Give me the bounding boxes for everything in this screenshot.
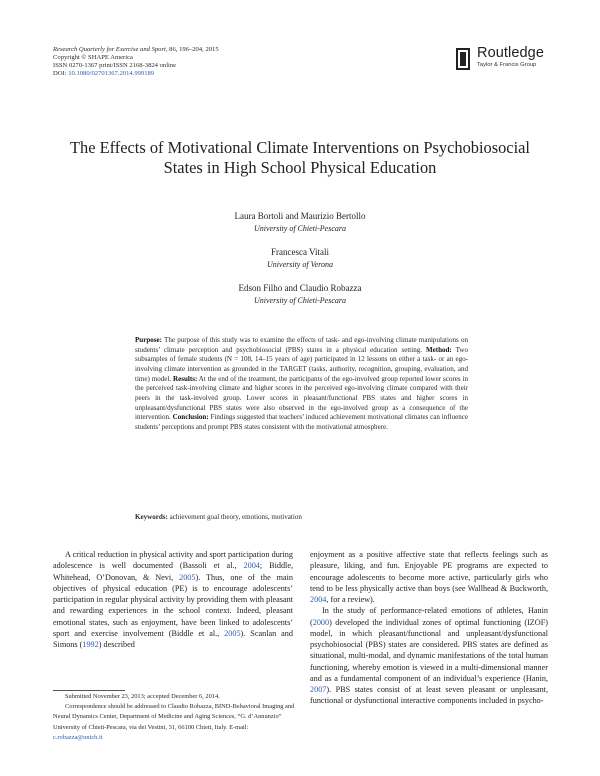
affiliation-3: University of Chieti-Pescara [254,296,346,305]
body-paragraph [310,549,548,605]
journal-citation [53,46,219,54]
affiliation-2: University of Verona [267,260,333,269]
journal-name: Research Quarterly for Exercise and Sport [53,46,166,53]
doi-line [53,70,219,78]
keywords [135,513,475,521]
citation-link[interactable]: 2000 [312,617,330,627]
body-text: ). Thus, one of the main objectives of physical education (PE) is to encourage adolescents’ participation in regular physical activity by providing them with pleasant and rewarding experiences in the school context. Indeed, pleasant emotional states, such as enjoyment, have been linked to adolescents’ sport and exercise involvement (Biddle et al., [53,572,293,638]
journal-volume: , 86, 196–204, 2015 [165,46,219,53]
footnotes [53,692,295,743]
author-group-3: Edson Filho and Claudio Robazza [238,283,362,293]
abstract-conclusion: Findings suggested that teachers’ induced achievement motivational climates can influence students’ perceptions and prompt PBS states consistent with the motivational atmosphere. [135,413,469,431]
abstract-results: At the end of the treatment, the participants of the ego-involved group reported lower scores in the perceived task-involving climate and higher scores in the perceived ego-involving climate compared with their peers in the task-involved group. Lower scores in pleasant/functional PBS states and higher scores in unpleasant/dysfunctional PBS states were also observed in the ego-involved group as a consequence of the intervention. [135,374,468,422]
body-text: ). PBS states consist of at least seven pleasant or unpleasant, functional or dysfunctional interactive components included in psycho- [310,685,548,706]
body-paragraph [310,605,548,706]
body-column-right [310,549,548,707]
routledge-mark-icon [456,48,470,70]
body-text: ). Scanlan and Simons ( [53,628,293,649]
citation-link[interactable]: 2004 [310,595,327,604]
body-paragraph [53,549,293,650]
publisher-name: Routledge [477,45,545,61]
body-text: enjoyment as a positive affective state that reflects feelings such as pleasure, liking, and fun. Enjoyable PE programs are expected to encourage adolescents to become more active, particularly girls who tend to be less physically active than boys (see Wallhead & Buckworth, [310,550,548,593]
correspondence-note [53,702,295,743]
doi-link[interactable]: 10.1080/02701367.2014.999189 [68,70,155,78]
citation-link[interactable]: 2005 [179,572,196,582]
publisher-logo [456,47,576,71]
body-text: In the study of performance-related emotions of athletes, Hanin ( [310,606,548,627]
abstract-purpose-label: Purpose: [135,336,163,344]
publisher-tagline: Taylor & Francis Group [477,62,537,68]
citation-link[interactable]: 1992 [82,640,99,649]
body-text: ) developed the individual zones of optimal functioning (IZOF) model, in which pleasant/functional and unpleasant/dysfunctional psychobiosocial (PBS) states are considered. PBS states are defined as situational, multi-modal, and dynamic manifestations of the total human functioning, whereby emotion is viewed in a multi-dimensional manner and as a fundamental component of an individual’s experience (Hanin, [310,617,548,683]
keywords-label: Keywords: [135,513,168,521]
body-text: , for a review). [326,595,375,604]
abstract [135,336,468,433]
abstract-conclusion-label: Conclusion: [172,413,209,422]
footnote-rule [53,690,125,691]
affiliation-1: University of Chieti-Pescara [254,224,346,233]
author-group-2: Francesca Vitali [270,247,330,257]
correspondence-text: Correspondence should be addressed to Claudio Robazza, BIND-Behavioral Imaging and Neural Dynamics Center, Department of Medicine and Aging Sciences, “G. d’Annunzio” University of Chieti-Pescara, via dei Vestini, 31, 66100 Chieti, Italy. E-mail: [53,703,295,731]
copyright-line: Copyright © SHAPE America [53,54,133,62]
body-text: ) described [98,640,135,649]
body-column-left [53,549,293,650]
doi-label: DOI: [53,70,69,78]
email-link[interactable]: c.robazza@unich.it [53,733,103,741]
issn-line: ISSN 0270-1367 print/ISSN 2168-3824 online [53,62,177,70]
abstract-results-label: Results: [173,374,198,383]
journal-meta [53,46,219,78]
abstract-purpose: The purpose of this study was to examine the effects of task- and ego-involving climate manipulations on students’ climate perception and psychobiosocial (PBS) states in a physical education setting. [135,336,468,354]
author-group-1: Laura Bortoli and Maurizio Bertollo [234,211,366,221]
abstract-method: Two subsamples of female students (N = 108, 14–15 years of age) participated in 12 lessons on either a task- or an ego-involving climate intervention as grounded in the TARGET (tasks, authority, recognition, grouping, evaluation, and time) model. [135,345,468,383]
citation-link[interactable]: 2005 [224,628,241,638]
citation-link[interactable]: 2007 [310,685,327,694]
article-title: The Effects of Motivational Climate Interventions on Psychobiosocial States in High School Physical Education [70,138,530,177]
submission-dates: Submitted November 23, 2013; accepted December 6, 2014. [65,693,220,700]
keywords-text: achievement goal theory, emotions, motivation [167,513,302,521]
citation-link[interactable]: 2004 [243,561,260,571]
abstract-method-label: Method: [425,345,452,354]
body-text: A critical reduction in physical activity and sport participation during adolescence is well documented (Bassoli et al., [53,550,293,571]
body-text: ; Biddle, Whitehead, O’Donovan, & Nevi, [53,561,293,582]
